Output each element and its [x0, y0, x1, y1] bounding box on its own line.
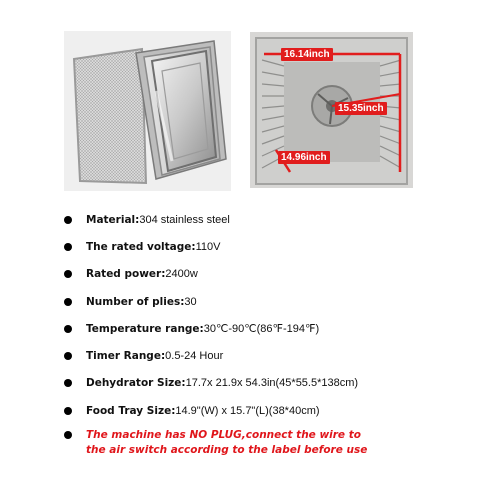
spec-value: 30	[184, 295, 197, 308]
trays-photo	[64, 31, 231, 191]
spec-value: 17.7x 21.9x 54.3in(45*55.5*138cm)	[185, 377, 359, 390]
bullet-icon	[64, 352, 72, 360]
spec-label: Rated power:	[86, 268, 166, 281]
spec-row-timer	[60, 342, 470, 369]
spec-label: Food Tray Size:	[86, 404, 176, 417]
spec-value: 14.9"(W) x 15.7"(L)(38*40cm)	[175, 404, 320, 417]
warning-line-2: the air switch according to the label before use	[86, 444, 368, 457]
spec-label: Dehydrator Size:	[86, 377, 186, 390]
spec-label: Timer Range:	[86, 350, 166, 363]
cabinet-photo	[250, 32, 413, 188]
depth-dimension-label: 14.96inch	[278, 151, 330, 164]
spec-row-plies	[60, 288, 470, 315]
spec-row-temperature	[60, 315, 470, 342]
bullet-icon	[64, 216, 72, 224]
spec-value: 30℃-90℃(86℉-194℉)	[203, 323, 320, 336]
bullet-icon	[64, 243, 72, 251]
spec-label: The rated voltage:	[86, 240, 196, 253]
spec-row-tray-size	[60, 397, 470, 424]
spec-label: Material:	[86, 213, 140, 226]
bullet-icon	[64, 431, 72, 439]
bullet-icon	[64, 379, 72, 387]
warning-line-1: The machine has NO PLUG,connect the wire to	[86, 429, 361, 442]
spec-value: 304 stainless steel	[139, 213, 230, 226]
spec-row-voltage	[60, 233, 470, 260]
spec-list	[60, 206, 470, 458]
bullet-icon	[64, 325, 72, 333]
spec-label: Temperature range:	[86, 323, 204, 336]
spec-value: 0.5-24 Hour	[165, 350, 224, 363]
spec-row-dehydrator-size	[60, 370, 470, 397]
bullet-icon	[64, 270, 72, 278]
bullet-icon	[64, 407, 72, 415]
warning-note	[60, 428, 470, 458]
spec-row-material	[60, 206, 470, 233]
spec-value: 110V	[195, 240, 221, 253]
spec-label: Number of plies:	[86, 295, 185, 308]
spec-value: 2400w	[165, 268, 198, 281]
height-dimension-label: 15.35inch	[335, 102, 387, 115]
width-dimension-label: 16.14inch	[281, 48, 333, 61]
trays-illustration	[64, 31, 231, 191]
bullet-icon	[64, 298, 72, 306]
spec-row-power	[60, 261, 470, 288]
